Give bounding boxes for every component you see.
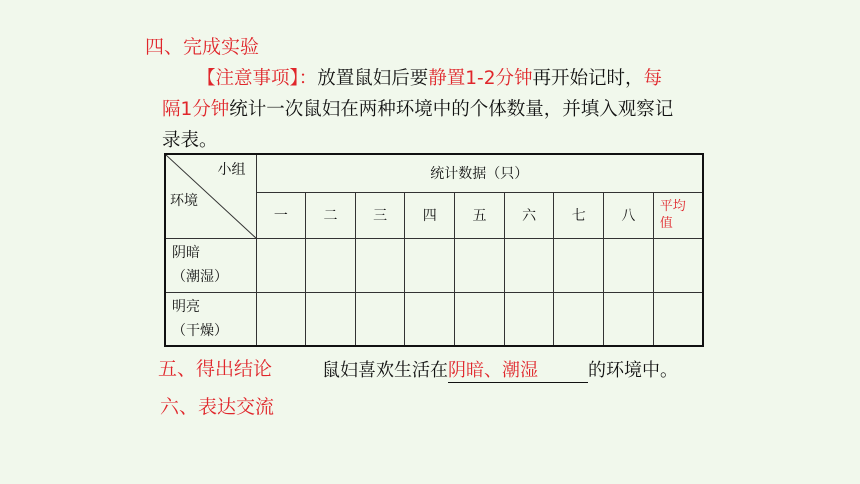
table-cell[interactable] [455,238,505,292]
row-head-bright-line2: （干燥） [172,322,228,339]
section-5-title: 五、得出结论 [158,358,273,380]
note-line-1 [197,63,662,94]
note-label: 【注意事项】： [197,68,318,89]
table-cell[interactable] [653,292,703,346]
row-head-dark-line1: 阴暗 [172,245,200,261]
group-col-6: 六 [504,192,554,238]
group-col-7: 七 [554,192,604,238]
row-head-bright [165,292,256,346]
section-6-title: 六、表达交流 [160,396,275,418]
note-text-3: 统计一次鼠妇在两种环境中的个体数量，并填入观察记 [229,99,674,120]
group-col-8: 八 [604,192,654,238]
group-col-5: 五 [455,192,505,238]
conclusion-sentence [322,356,678,383]
note-text-2: 再开始记时， [532,68,644,89]
table-cell[interactable] [554,292,604,346]
table-corner-cell [165,154,256,238]
group-col-1: 一 [256,192,306,238]
row-head-dark-line2: （潮湿） [172,269,228,285]
table-cell[interactable] [256,292,306,346]
table-cell[interactable] [306,238,356,292]
row-head-dark [165,238,256,292]
table-cell[interactable] [306,292,356,346]
table-cell[interactable] [554,238,604,292]
table-cell[interactable] [604,292,654,346]
average-col: 平均值 [653,192,703,238]
note-highlight-2a: 每 [643,68,663,89]
row-head-bright-line1: 明亮 [172,298,200,315]
corner-label-environment: 环境 [170,192,198,209]
group-col-4: 四 [405,192,455,238]
observation-table [164,153,704,347]
conclusion-after: 的环境中。 [588,360,678,381]
note-text-4: 录表。 [162,130,218,151]
table-cell[interactable] [653,238,703,292]
note-highlight-2b: 隔1分钟 [162,99,230,120]
table-header-stats: 统计数据（只） [256,154,703,192]
table-cell[interactable] [405,292,455,346]
table-cell[interactable] [405,238,455,292]
table-cell[interactable] [355,292,405,346]
table-cell[interactable] [604,238,654,292]
corner-label-group: 小组 [217,162,246,178]
note-line-3 [162,125,218,156]
note-text-1: 放置鼠妇后要 [317,68,429,89]
group-col-3: 三 [355,192,405,238]
note-highlight-1: 静置1-2分钟 [428,68,533,89]
table-cell[interactable] [455,292,505,346]
conclusion-before: 鼠妇喜欢生活在 [322,360,448,381]
conclusion-answer-blank[interactable]: 阴暗、潮湿 [448,356,588,383]
table-cell[interactable] [256,238,306,292]
table-cell[interactable] [504,238,554,292]
note-line-2 [162,94,673,125]
section-4-title: 四、完成实验 [145,36,260,58]
group-col-2: 二 [306,192,356,238]
table-cell[interactable] [504,292,554,346]
table-cell[interactable] [355,238,405,292]
